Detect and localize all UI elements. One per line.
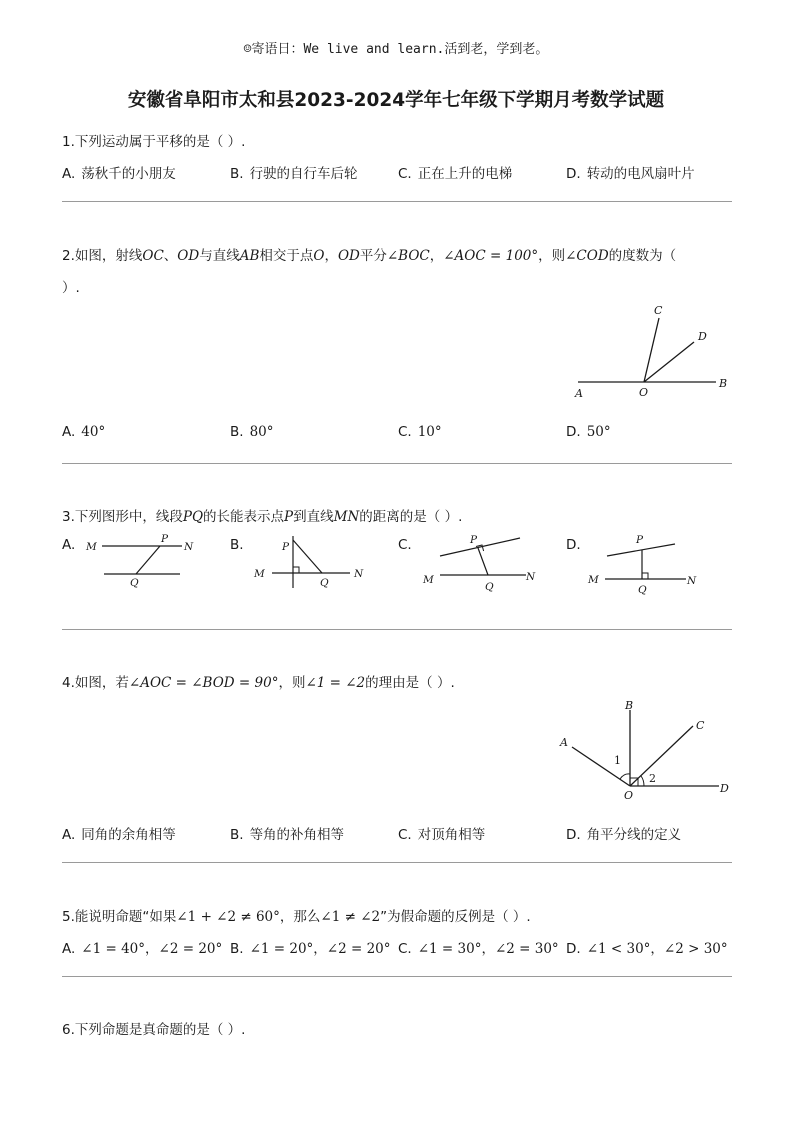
q5-option-b[interactable]: B. ∠1 = 20°，∠2 = 20°: [230, 941, 391, 957]
q1-option-c[interactable]: C. 正在上升的电梯: [398, 166, 513, 182]
q4-option-b[interactable]: B. 等角的补角相等: [230, 827, 345, 843]
q4-label-b: B: [625, 699, 634, 712]
q2-label-b: B: [719, 377, 728, 390]
q5-option-a[interactable]: A. ∠1 = 40°，∠2 = 20°: [62, 941, 223, 957]
question-6-stem: 6.下列命题是真命题的是（ ）.: [62, 1022, 246, 1038]
q2-option-d[interactable]: D. 50°: [566, 424, 611, 440]
q5-option-c[interactable]: C. ∠1 = 30°，∠2 = 30°: [398, 941, 559, 957]
q2-label-a: A: [575, 387, 583, 400]
q5-option-d[interactable]: D. ∠1 < 30°，∠2 > 30°: [566, 941, 728, 957]
divider: [62, 629, 732, 630]
q3-option-d[interactable]: D.: [566, 537, 581, 553]
q2-label-d: D: [698, 330, 707, 343]
q2-option-a[interactable]: A. 40°: [62, 424, 106, 440]
divider: [62, 463, 732, 464]
q1-option-b[interactable]: B. 行驶的自行车后轮: [230, 166, 358, 182]
svg-text:P: P: [470, 534, 478, 546]
q4-label-2: 2: [649, 772, 656, 785]
q2-label-o: O: [639, 386, 649, 399]
question-2-stem: 2.如图，射线OC、OD与直线AB相交于点O，OD平分∠BOC，∠AOC = 100°，则∠COD的度数为（: [62, 248, 677, 264]
question-4-stem: 4.如图，若∠AOC = ∠BOD = 90°，则∠1 = ∠2的理由是（ ）.: [62, 675, 455, 691]
q1-option-d[interactable]: D. 转动的电风扇叶片: [566, 166, 695, 182]
svg-text:Q: Q: [485, 581, 494, 593]
svg-text:P: P: [161, 533, 169, 545]
divider: [62, 862, 732, 863]
svg-text:M: M: [254, 568, 265, 580]
question-2-stem-line2: ）.: [62, 280, 80, 296]
question-5-stem: 5.能说明命题“如果∠1 + ∠2 ≠ 60°，那么∠1 ≠ ∠2”为假命题的反例是（ ）.: [62, 909, 531, 925]
svg-text:N: N: [184, 541, 194, 553]
q3-option-b[interactable]: B.: [230, 537, 244, 553]
svg-text:N: N: [687, 575, 697, 587]
svg-text:N: N: [526, 571, 536, 583]
svg-text:M: M: [588, 574, 599, 586]
question-3-stem: 3.下列图形中，线段PQ的长能表示点P到直线MN的距离的是（ ）.: [62, 509, 463, 525]
svg-text:M: M: [423, 574, 434, 586]
q3-figure-a: [82, 530, 202, 590]
svg-text:N: N: [354, 568, 364, 580]
svg-text:Q: Q: [130, 577, 139, 589]
svg-text:P: P: [282, 541, 290, 553]
q2-option-b[interactable]: B. 80°: [230, 424, 274, 440]
question-1-stem: 1.下列运动属于平移的是（ ）.: [62, 134, 246, 150]
q4-label-o: O: [624, 789, 634, 802]
q3-figure-c: [420, 528, 545, 596]
svg-text:P: P: [636, 534, 644, 546]
divider: [62, 976, 732, 977]
q4-option-a[interactable]: A. 同角的余角相等: [62, 827, 176, 843]
header-motto: ☺寄语日：We live and learn.活到老，学到老。: [243, 42, 549, 57]
q3-option-c[interactable]: C.: [398, 537, 412, 553]
q2-label-c: C: [654, 304, 663, 317]
svg-text:Q: Q: [638, 584, 647, 596]
q3-option-a[interactable]: A.: [62, 537, 76, 553]
q4-label-1: 1: [614, 754, 621, 767]
page-title: 安徽省阜阳市太和县2023-2024学年七年级下学期月考数学试题: [127, 90, 665, 111]
svg-text:M: M: [86, 541, 97, 553]
svg-text:Q: Q: [320, 577, 329, 589]
q4-option-c[interactable]: C. 对顶角相等: [398, 827, 486, 843]
q4-option-d[interactable]: D. 角平分线的定义: [566, 827, 682, 843]
q3-figure-d: [585, 528, 710, 598]
q1-option-a[interactable]: A. 荡秋千的小朋友: [62, 166, 176, 182]
q3-figure-b: [250, 530, 370, 592]
q4-label-d: D: [720, 782, 729, 795]
q2-figure: [560, 296, 740, 406]
q4-figure: [556, 694, 736, 804]
divider: [62, 201, 732, 202]
q2-option-c[interactable]: C. 10°: [398, 424, 442, 440]
q4-label-c: C: [696, 719, 705, 732]
q4-label-a: A: [560, 736, 568, 749]
